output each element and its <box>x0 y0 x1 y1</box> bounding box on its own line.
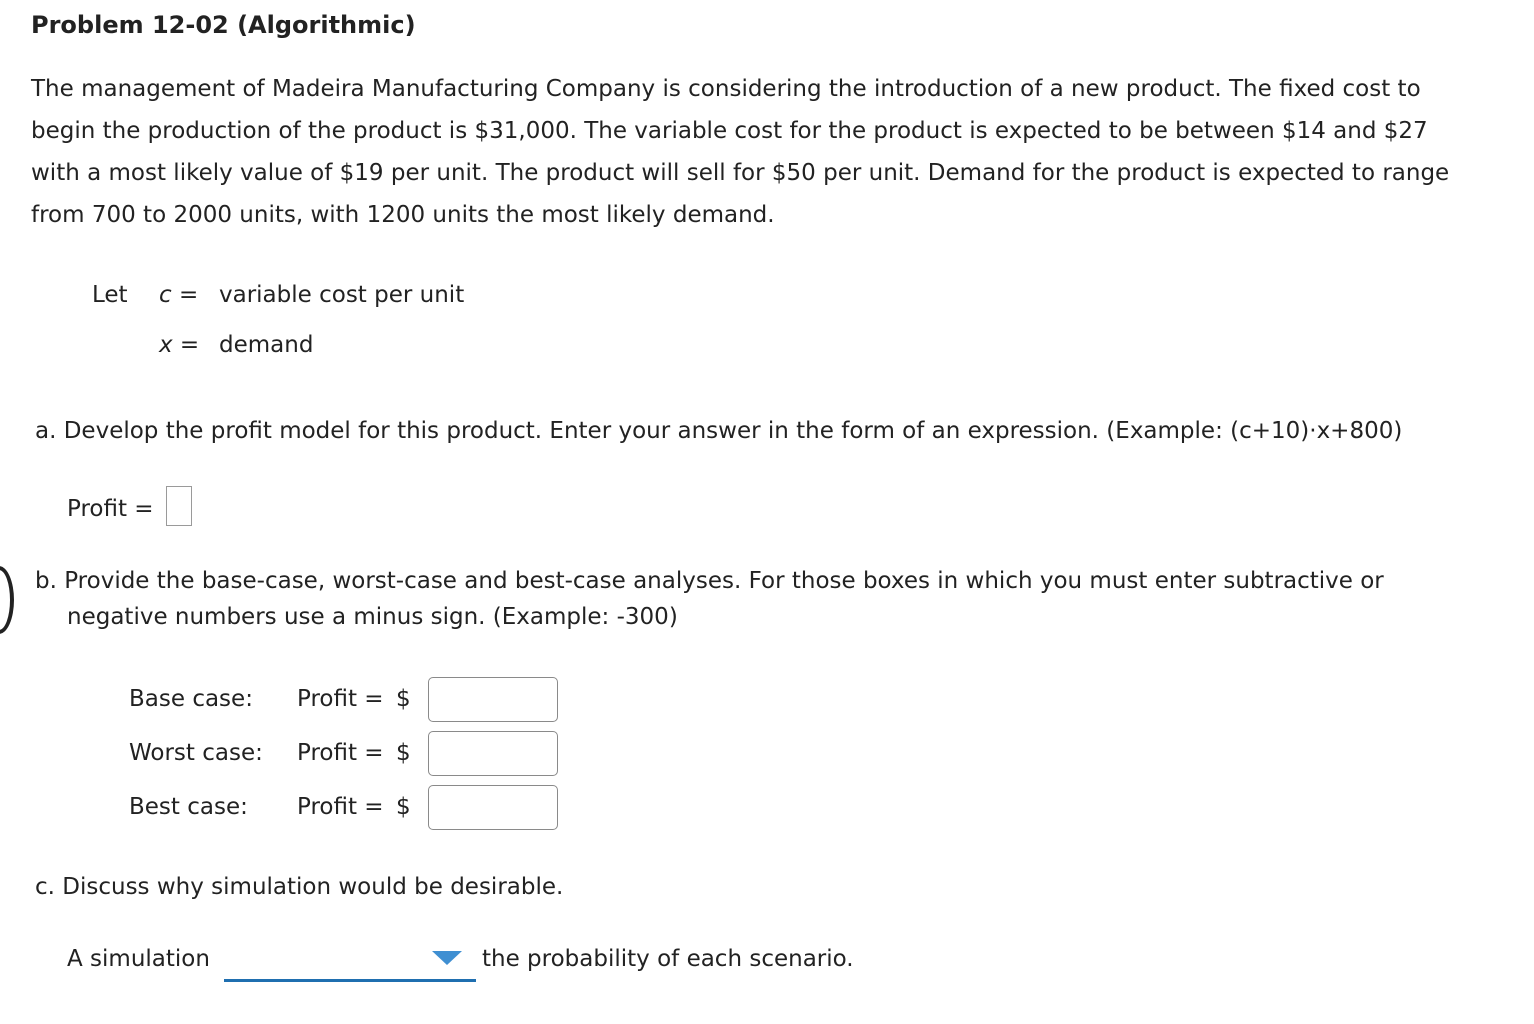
base-case-profit-label: Profit = <box>297 686 384 712</box>
description-line-4: from 700 to 2000 units, with 1200 units the most likely demand. <box>31 202 775 228</box>
base-case-profit-input[interactable] <box>428 677 558 722</box>
best-case-label: Best case: <box>129 794 248 820</box>
worst-case-dollar-sign: $ <box>396 740 411 766</box>
worst-case-profit-input[interactable] <box>428 731 558 776</box>
profit-expression-label: Profit = <box>67 496 154 522</box>
let-label: Let <box>92 282 128 308</box>
simulation-dropdown[interactable] <box>224 942 476 982</box>
base-case-label: Base case: <box>129 686 253 712</box>
worst-case-label: Worst case: <box>129 740 263 766</box>
description-line-3: with a most likely value of $19 per unit. The product will sell for $50 per unit. Demand for the product is expected to range <box>31 160 1450 186</box>
description-line-2: begin the production of the product is $31,000. The variable cost for the product is expected to be between $14 and $27 <box>31 118 1428 144</box>
part-c-prompt: c. Discuss why simulation would be desirable. <box>35 874 564 900</box>
variable-x-definition: demand <box>219 332 314 358</box>
variable-c: c = <box>159 282 199 308</box>
best-case-dollar-sign: $ <box>396 794 411 820</box>
description-line-1: The management of Madeira Manufacturing Company is considering the introduction of a new product. The fixed cost to <box>31 76 1421 102</box>
variable-x: x = <box>159 332 200 358</box>
part-b-prompt-line-2: negative numbers use a minus sign. (Example: -300) <box>67 604 678 630</box>
part-a-prompt: a. Develop the profit model for this product. Enter your answer in the form of an expression. (Example: (c+10)·x+800) <box>35 418 1403 444</box>
profit-expression-input[interactable] <box>166 486 192 526</box>
left-margin-bracket <box>0 566 14 634</box>
problem-description <box>31 68 1531 236</box>
simulation-sentence-start: A simulation <box>67 946 210 972</box>
chevron-down-icon[interactable] <box>432 951 462 965</box>
worst-case-profit-label: Profit = <box>297 740 384 766</box>
simulation-sentence-end: the probability of each scenario. <box>482 946 854 972</box>
part-b-prompt-line-1: b. Provide the base-case, worst-case and best-case analyses. For those boxes in which you must enter subtractive or <box>35 568 1384 594</box>
variable-c-definition: variable cost per unit <box>219 282 465 308</box>
base-case-dollar-sign: $ <box>396 686 411 712</box>
page-title: Problem 12-02 (Algorithmic) <box>31 11 416 39</box>
best-case-profit-input[interactable] <box>428 785 558 830</box>
best-case-profit-label: Profit = <box>297 794 384 820</box>
